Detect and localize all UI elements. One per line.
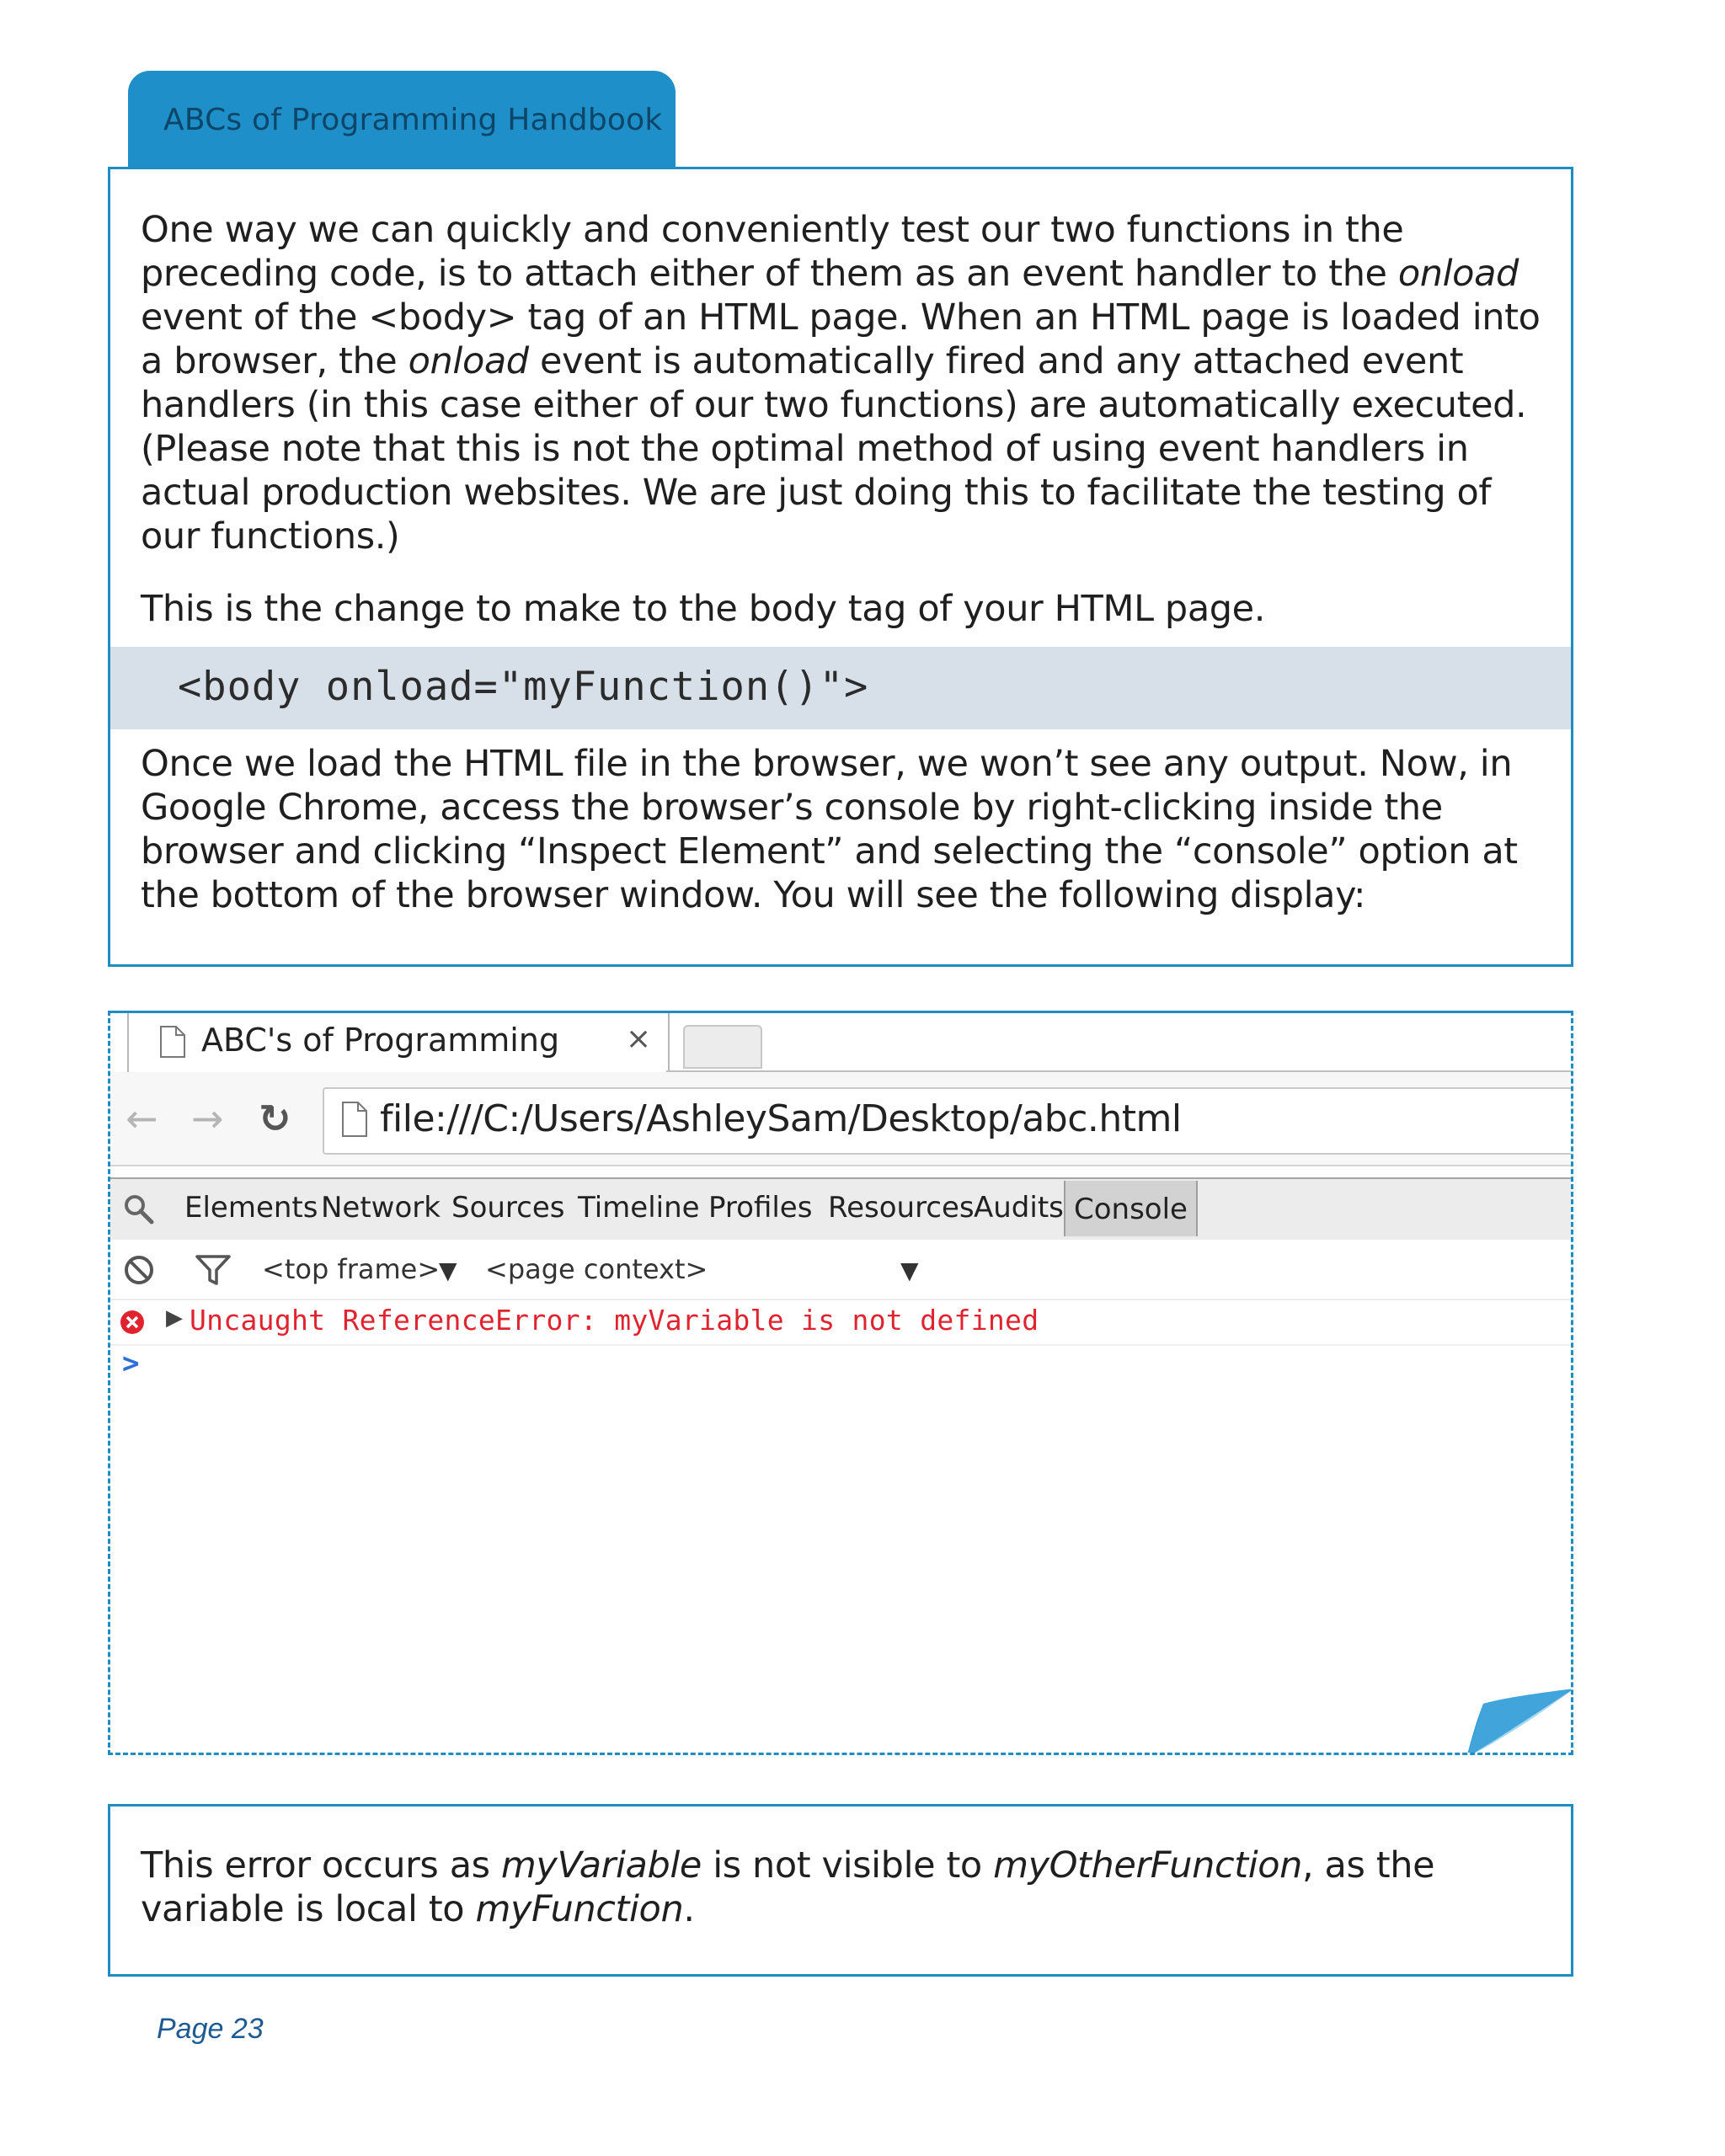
address-bar-url: file:///C:/Users/AshleySam/Desktop/abc.html (380, 1097, 1182, 1140)
handbook-header-tab (128, 71, 676, 170)
address-bar[interactable] (323, 1087, 1571, 1155)
search-icon[interactable] (122, 1193, 156, 1226)
document-icon (159, 1025, 186, 1059)
new-tab-button[interactable] (683, 1025, 762, 1069)
handbook-title: ABCs of Programming Handbook (163, 103, 663, 137)
page-curl-decoration (1458, 1687, 1573, 1755)
intro-paragraph (141, 208, 1541, 558)
clear-console-icon[interactable] (122, 1253, 156, 1287)
back-arrow-icon[interactable]: ← (126, 1096, 158, 1141)
browser-screenshot (108, 1011, 1573, 1755)
devtools-tab-elements[interactable]: Elements (184, 1191, 318, 1225)
context-select[interactable]: <page context> (485, 1253, 708, 1285)
console-instruction-paragraph: Once we load the HTML file in the browser, we won’t see any output. Now, in Google Chrome, access the browser’s console by right-clicking inside the browser and clicking “Inspect Element” and selecting the “console” option at the bottom of the browser window. You will see the following display: (141, 743, 1518, 916)
italic-term: onload (1397, 253, 1519, 295)
devtools-tab-console[interactable]: Console (1064, 1181, 1198, 1236)
instruction-paragraph: This is the change to make to the body tag of your HTML page. (141, 588, 1265, 630)
browser-tab-title: ABC's of Programming (201, 1022, 560, 1059)
error-icon (119, 1309, 146, 1336)
text-run: event is automatically fired and any attached event handlers (in this case either of our two functions) are automatically executed. (Please note that this is not the optimal method of using event handlers in actual production websites. We are just doing this to facilitate the testing of our functions.) (141, 340, 1527, 558)
reload-icon[interactable]: ↻ (259, 1096, 291, 1141)
text-run: event of the <body> tag of an HTML page. When an HTML page is loaded into a browser, the (141, 296, 1541, 382)
explanation-text-box (108, 1804, 1573, 1977)
code-snippet (110, 647, 1571, 729)
devtools-tab-audits[interactable]: Audits (974, 1191, 1064, 1225)
console-prompt-icon[interactable]: > (122, 1347, 140, 1380)
expand-triangle-icon[interactable]: ▶ (166, 1305, 183, 1331)
frame-select[interactable]: <top frame> (262, 1253, 441, 1285)
text-run: This error occurs as (141, 1844, 501, 1886)
browser-toolbar (110, 1072, 1571, 1166)
console-error-message: Uncaught ReferenceError: myVariable is not defined (190, 1304, 1039, 1337)
italic-term: myFunction (475, 1888, 684, 1930)
document-icon (341, 1101, 368, 1138)
frame-select-arrow-icon[interactable]: ▼ (439, 1257, 457, 1284)
devtools-tab-sources[interactable]: Sources (451, 1191, 565, 1225)
tab-close-icon[interactable]: × (626, 1022, 652, 1056)
console-error-line[interactable] (110, 1300, 1571, 1346)
browser-tabbar (110, 1013, 1571, 1072)
console-filterbar (110, 1240, 1571, 1300)
intro-text-box (108, 167, 1573, 967)
forward-arrow-icon[interactable]: → (191, 1096, 224, 1141)
text-run: . (683, 1888, 695, 1930)
italic-term: myVariable (500, 1844, 702, 1886)
text-run: , as the variable is local to (141, 1844, 1435, 1930)
devtools-tabbar (110, 1177, 1571, 1241)
text-run: One way we can quickly and conveniently test our two functions in the preceding code, is to attach either of them as an event handler to the (141, 209, 1404, 295)
italic-term: myOtherFunction (993, 1844, 1303, 1886)
italic-term: onload (408, 340, 529, 382)
devtools-tab-network[interactable]: Network (321, 1191, 441, 1225)
context-select-arrow-icon[interactable]: ▼ (900, 1257, 919, 1284)
code-snippet-text: <body onload="myFunction()"> (178, 664, 869, 710)
devtools-tab-profiles[interactable]: Profiles (708, 1191, 813, 1225)
page-number: Page 23 (157, 2013, 264, 2045)
devtools-tab-resources[interactable]: Resources (828, 1191, 975, 1225)
browser-tab[interactable] (127, 1013, 670, 1072)
text-run: is not visible to (701, 1844, 994, 1886)
explanation-paragraph (141, 1844, 1541, 1931)
devtools-tab-timeline[interactable]: Timeline (578, 1191, 700, 1225)
filter-icon[interactable] (195, 1253, 232, 1287)
